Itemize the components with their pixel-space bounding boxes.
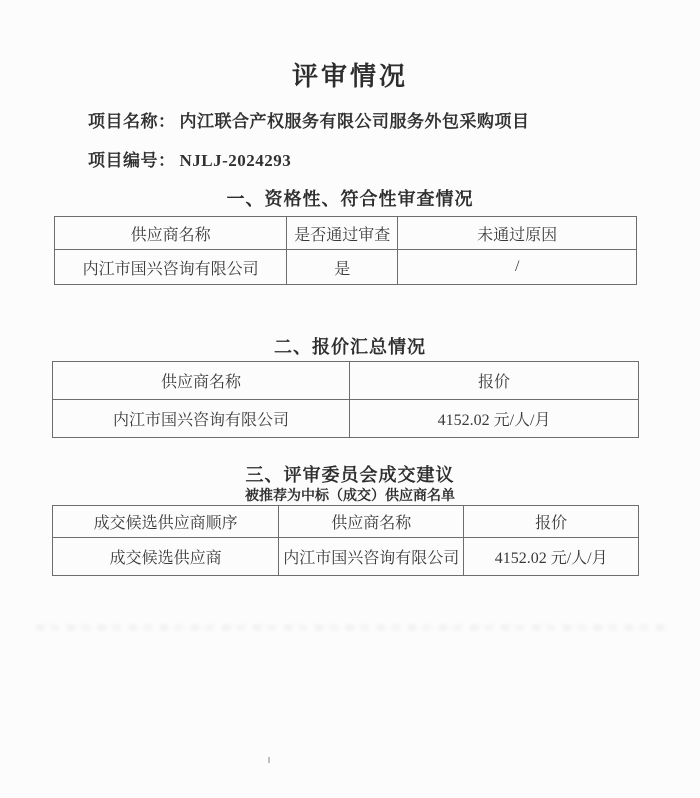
table-header-row	[53, 506, 639, 538]
project-number-label: 项目编号：	[88, 151, 176, 170]
cell-supplier-name: 内江市国兴咨询有限公司	[53, 400, 350, 438]
quote-summary-table	[52, 361, 639, 438]
section-1-heading: 一、资格性、符合性审查情况	[226, 189, 474, 209]
project-number-value: NJLJ-2024293	[179, 151, 292, 170]
cell-quote: 4152.02 元/人/月	[350, 400, 639, 438]
header-candidate-order: 成交候选供应商顺序	[53, 506, 279, 538]
header-supplier-name: 供应商名称	[55, 217, 287, 250]
cell-passed-review: 是	[287, 250, 398, 285]
header-supplier-name: 供应商名称	[279, 506, 464, 538]
project-name-line	[88, 107, 530, 132]
table-header-row	[53, 362, 639, 400]
cell-supplier-name: 内江市国兴咨询有限公司	[279, 538, 464, 576]
header-quote: 报价	[464, 506, 639, 538]
project-name-value: 内江联合产权服务有限公司服务外包采购项目	[179, 112, 530, 131]
cell-quote: 4152.02 元/人/月	[464, 538, 639, 576]
award-recommendation-table	[52, 505, 639, 576]
table-row	[53, 400, 639, 438]
section-2-heading: 二、报价汇总情况	[274, 337, 426, 357]
scan-speck	[268, 757, 270, 763]
header-quote: 报价	[350, 362, 639, 400]
recommended-supplier-list-subheading: 被推荐为中标（成交）供应商名单	[245, 489, 455, 504]
header-supplier-name: 供应商名称	[53, 362, 350, 400]
table-header-row	[55, 217, 637, 250]
table-row	[55, 250, 637, 285]
scan-bleedthrough-artifact	[36, 624, 668, 631]
header-passed-review: 是否通过审查	[287, 217, 398, 250]
section-3-heading: 三、评审委员会成交建议	[245, 465, 455, 485]
project-number-line	[88, 146, 291, 171]
qualification-review-table	[54, 216, 637, 285]
table-row	[53, 538, 639, 576]
project-name-label: 项目名称：	[88, 112, 176, 131]
cell-supplier-name: 内江市国兴咨询有限公司	[55, 250, 287, 285]
cell-candidate-order: 成交候选供应商	[53, 538, 279, 576]
cell-fail-reason: /	[398, 250, 637, 285]
header-fail-reason: 未通过原因	[398, 217, 637, 250]
document-title: 评审情况	[291, 62, 408, 91]
